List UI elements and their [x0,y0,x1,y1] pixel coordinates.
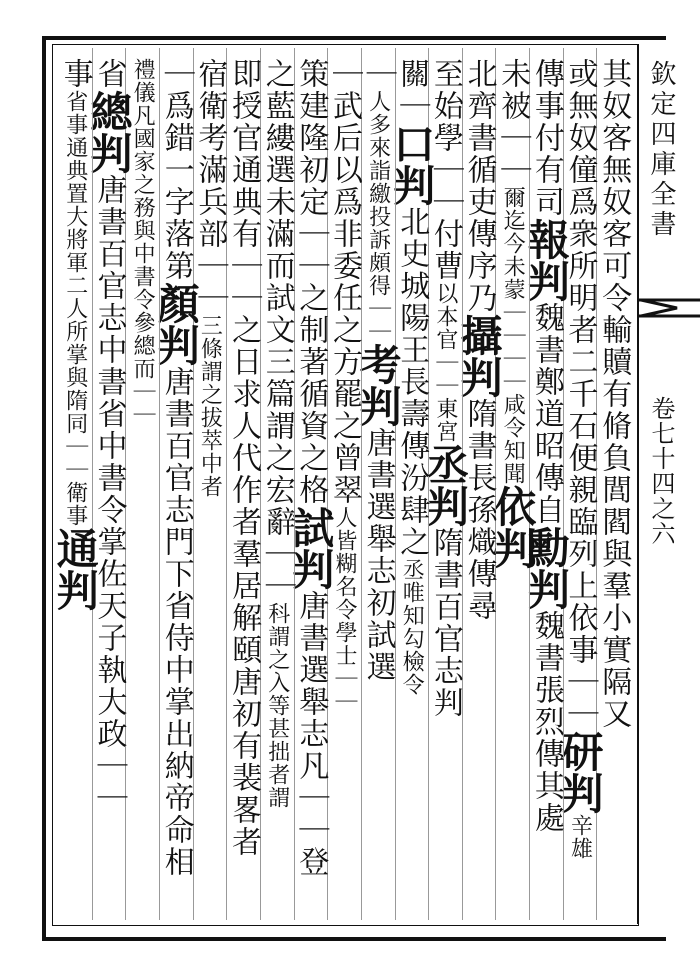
body-text: 其奴客無奴客可令輸贖有脩負閭閻與羣小實隔又 [596,58,632,730]
headword: 研判 [555,730,605,814]
body-text: 魏書張烈傳其處 [528,610,564,834]
headword: 口判 [387,122,437,206]
body-text: 唐書選舉志初試選 [360,427,396,683]
body-text: 隋書長孫熾傳尋 [461,398,497,622]
body-text: 北史城陽王長壽傳汾肆之 [394,206,430,558]
body-text: 魏書鄭道昭傳自 [528,302,564,526]
annotation-text: 省事通典置大將軍二人所掌與隋同｜｜衛事 [62,90,88,527]
body-text: 傳事付有司 [528,58,564,218]
body-text: 策建隆初定｜｜之制著循資之格 [293,58,329,506]
body-text: 唐書選舉志凡｜｜登 [293,590,329,878]
headword: 通判 [50,527,100,611]
body-text: ｜爲錯一字落第 [158,58,194,282]
annotation-text: 人多來詣繳投訴頗得｜｜ [365,90,391,343]
body-text: ｜武后以爲非委任之方罷之曾翠 [327,58,362,506]
headword: 考判 [353,343,403,427]
body-text: 宿衛考滿兵部｜｜ [192,58,228,314]
annotation-text: 禮儀凡國家之務與中書令參總而｜｜ [130,58,156,426]
annotation-text: 爾迄今未蒙｜｜ [500,186,526,347]
body-text: 未被｜｜ [495,58,531,186]
body-text: 或無奴僮爲衆所明者二千石便親臨列上依事｜｜ [562,58,598,730]
annotation-text: 人皆糊名令學士｜｜ [332,506,357,713]
margin-volume-label: 卷七十四之六 [647,396,675,546]
headword: 報判 [521,218,571,302]
headword: 丞判 [420,443,470,527]
body-text: 之藍縷選未滿而試文三篇謂之宏辭｜｜ [259,58,295,602]
body-text: 唐書百官志門下省侍中掌出納帝命相 [158,366,194,878]
body-text: 事 [57,58,93,90]
annotation-text: 三條謂之拔萃中者 [197,314,223,498]
headword: 攝判 [454,314,504,398]
margin-book-title: 欽定四庫全書 [646,60,676,240]
body-text: 唐書百官志中書省中書令掌佐天子執大政｜｜ [91,174,127,814]
body-text: 省 [91,58,127,90]
body-text: 至始學｜｜付曹 [427,58,463,282]
body-text: 北齊書循吏傳序乃 [461,58,497,314]
headword: 依判 [488,485,538,569]
body-text: 隋書百官志判 [427,527,463,719]
annotation-text: 丞唯知勾檢令 [399,558,425,696]
annotation-text: 以本官｜｜東宮 [432,282,458,443]
body-text: ｜ [360,58,396,90]
annotation-text: ｜｜咸令知聞 [500,347,526,485]
headword: 試判 [286,506,336,590]
headword: 總判 [84,90,134,174]
fish-tail-mark [637,296,700,320]
margin-rule [637,44,638,924]
headword: 勳判 [521,526,571,610]
annotation-text: 科謂之入等甚拙者謂 [264,602,290,809]
annotation-text: 辛雄 [567,814,593,860]
body-text: 關｜ [394,58,430,122]
body-text: 即授官通典有｜｜之日求人代作者羣居解頤唐初有裴畧者 [226,58,262,858]
text-column [50,58,100,611]
headword: 顏判 [151,282,201,366]
